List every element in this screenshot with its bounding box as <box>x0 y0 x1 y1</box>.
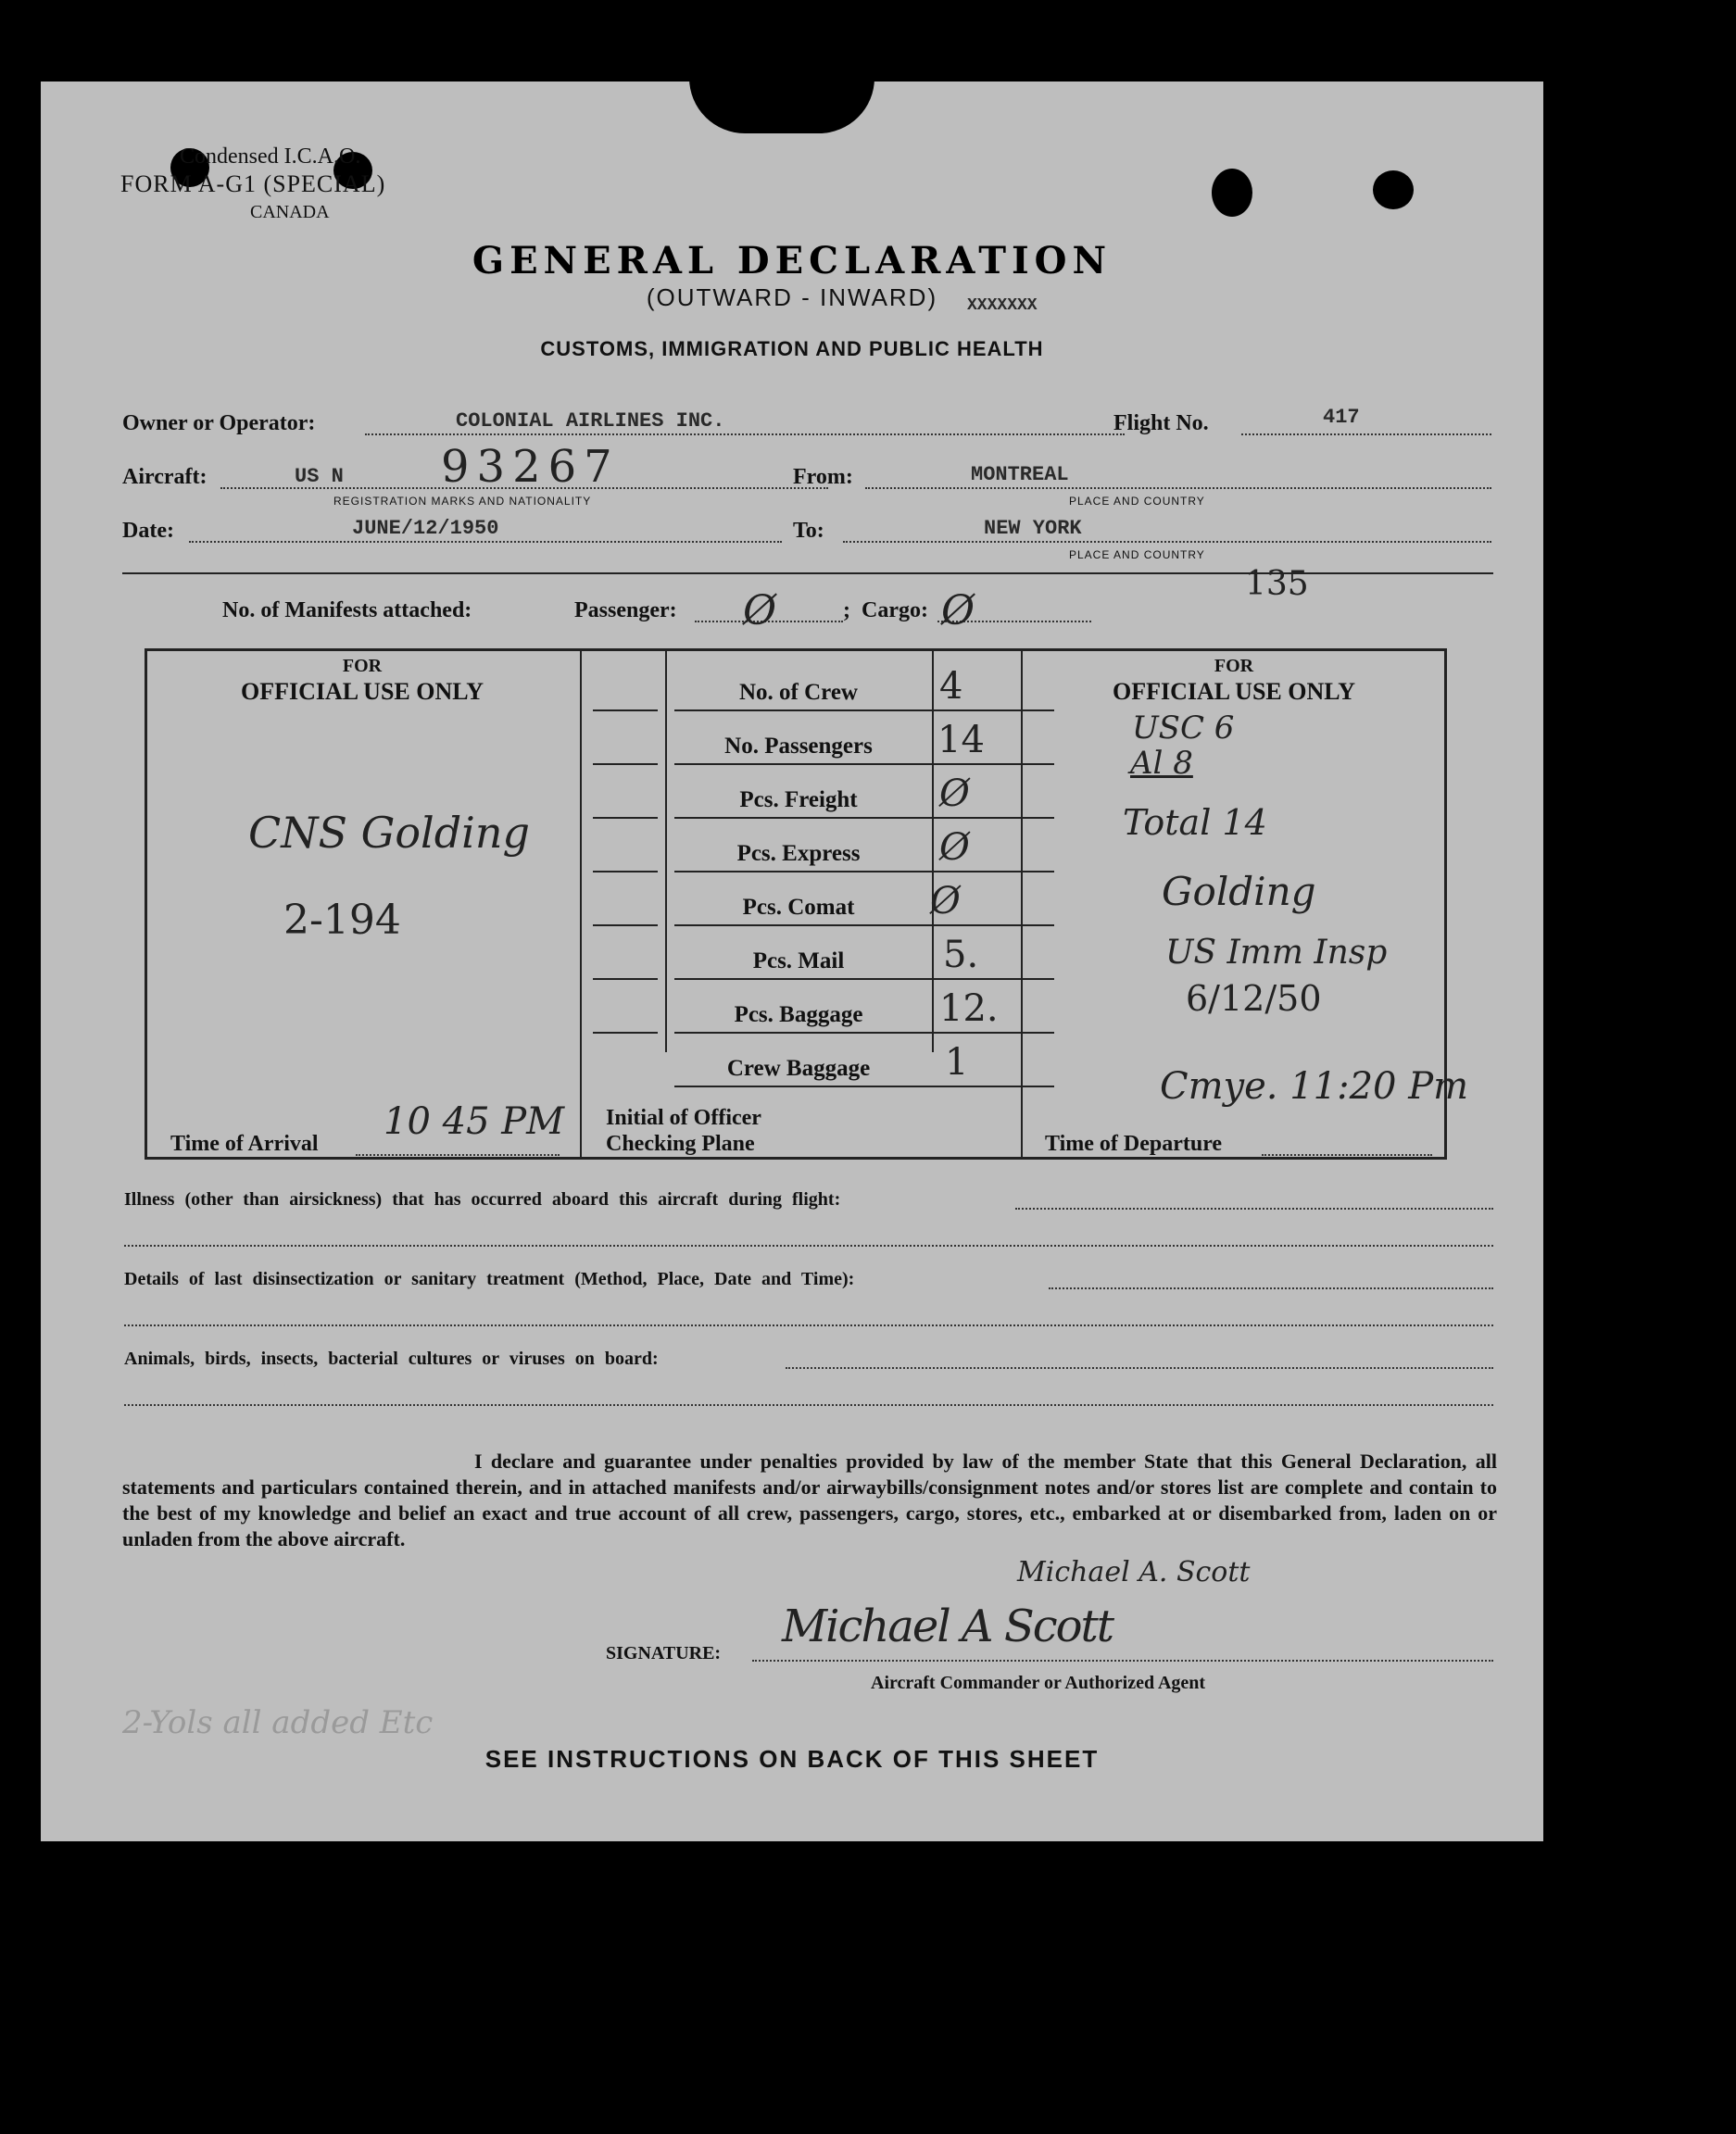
right-note-3: Total 14 <box>1123 802 1267 843</box>
right-note-5: US Imm Insp <box>1165 934 1388 972</box>
row-value-crew-baggage: 1 <box>945 1041 969 1084</box>
manifest-passenger-value: Ø <box>743 587 777 634</box>
animals-question: Animals, birds, insects, bacterial cultures or viruses on board: <box>124 1349 659 1369</box>
manifests-label: No. of Manifests attached: <box>222 598 472 622</box>
right-note-6: 6/12/50 <box>1186 978 1322 1019</box>
left-note-number: 2-194 <box>283 897 401 944</box>
disinsect-question: Details of last disinsectization or sanitary treatment (Method, Place, Date and Time): <box>124 1269 855 1289</box>
to-value: NEW YORK <box>984 517 1082 540</box>
registration-caption: REGISTRATION MARKS AND NATIONALITY <box>333 495 592 508</box>
row-label-mail: Pcs. Mail <box>752 948 845 973</box>
manifest-cargo-label: Cargo: <box>862 598 928 622</box>
signature-caption: Aircraft Commander or Authorized Agent <box>871 1673 1206 1693</box>
manifest-passenger-label: Passenger: <box>574 598 677 622</box>
officer-label-2: Checking Plane <box>606 1132 755 1156</box>
flight-label: Flight No. <box>1113 411 1209 435</box>
right-note-2: Al 8 <box>1130 745 1193 782</box>
row-value-baggage: 12. <box>939 987 999 1030</box>
right-heading-for: FOR <box>1214 656 1254 676</box>
struck-text: XXXXXXX <box>967 296 1038 315</box>
form-title: GENERAL DECLARATION <box>472 239 1113 282</box>
owner-value: COLONIAL AIRLINES INC. <box>456 409 725 433</box>
margin-number: 135 <box>1245 565 1309 603</box>
left-heading-for: FOR <box>342 656 383 676</box>
signature-label: SIGNATURE: <box>606 1643 722 1663</box>
to-label: To: <box>793 519 824 543</box>
illness-question: Illness (other than airsickness) that has occurred aboard this aircraft during flight: <box>124 1189 841 1210</box>
right-note-1: USC 6 <box>1132 709 1235 747</box>
form-id-line-2: FORM A-G1 (SPECIAL) <box>120 170 386 197</box>
row-value-passengers: 14 <box>937 719 985 761</box>
row-label-passengers: No. Passengers <box>724 734 873 759</box>
row-label-comat: Pcs. Comat <box>742 895 855 920</box>
row-label-baggage: Pcs. Baggage <box>734 1002 863 1027</box>
from-label: From: <box>793 465 853 489</box>
left-heading-official: OFFICIAL USE ONLY <box>241 678 484 705</box>
form-id-line-1: Condensed I.C.A.O. <box>180 144 361 169</box>
manifest-cargo-value: Ø <box>941 587 975 634</box>
aircraft-prefix: US N <box>295 465 344 488</box>
aircraft-label: Aircraft: <box>122 465 208 489</box>
left-note-officer: CNS Golding <box>248 808 530 858</box>
row-value-mail: 5. <box>943 934 979 976</box>
punch-hole <box>1212 169 1252 217</box>
printed-name: Michael A. Scott <box>1017 1556 1251 1588</box>
from-value: MONTREAL <box>971 463 1069 486</box>
from-place-caption: PLACE AND COUNTRY <box>1069 495 1205 508</box>
right-note-7: Cmye. 11:20 Pm <box>1160 1065 1469 1108</box>
owner-label: Owner or Operator: <box>122 411 316 435</box>
declaration-sheet <box>41 82 1543 1841</box>
officer-label-1: Initial of Officer <box>606 1106 761 1130</box>
departure-label: Time of Departure <box>1045 1132 1223 1156</box>
flight-value: 417 <box>1323 406 1360 429</box>
top-tear <box>689 78 874 133</box>
pencil-note: 2-Yols all added Etc <box>122 1704 434 1741</box>
date-value: JUNE/12/1950 <box>352 517 499 540</box>
arrival-value: 10 45 PM <box>384 1100 565 1143</box>
right-note-4: Golding <box>1162 869 1316 914</box>
row-value-comat: Ø <box>930 880 961 923</box>
row-label-crew: No. of Crew <box>739 680 858 705</box>
date-label: Date: <box>122 519 174 543</box>
form-id-line-3: CANADA <box>250 202 330 222</box>
row-label-crew-baggage: Crew Baggage <box>726 1056 871 1081</box>
instructions-footer: SEE INSTRUCTIONS ON BACK OF THIS SHEET <box>484 1745 1100 1773</box>
manifest-separator: ; <box>843 598 850 622</box>
punch-hole <box>1373 170 1414 209</box>
declaration-text: I declare and guarantee under penalties provided by law of the member State that this General Declaration, all statements and particulars contained therein, and in attached manifests and/or airwaybills/consignment notes and/or stores list are complete and contain to the best of my knowledge and belief an exact and true account of all crew, passengers, cargo, stores, etc., embarked at or disembarked from, laden on or unladen from the above aircraft. <box>122 1450 1497 1550</box>
row-value-express: Ø <box>939 826 970 869</box>
aircraft-number: 93267 <box>441 441 620 493</box>
form-subtitle: (OUTWARD - INWARD) <box>646 283 938 311</box>
row-label-express: Pcs. Express <box>736 841 861 866</box>
arrival-label: Time of Arrival <box>170 1132 319 1156</box>
row-value-crew: 4 <box>939 665 963 708</box>
row-value-freight: Ø <box>939 772 970 815</box>
right-heading-official: OFFICIAL USE ONLY <box>1113 678 1355 705</box>
row-label-freight: Pcs. Freight <box>739 787 858 812</box>
agencies-heading: CUSTOMS, IMMIGRATION AND PUBLIC HEALTH <box>540 337 1044 360</box>
signature-scrawl: Michael A Scott <box>782 1600 1113 1652</box>
to-place-caption: PLACE AND COUNTRY <box>1069 548 1205 561</box>
